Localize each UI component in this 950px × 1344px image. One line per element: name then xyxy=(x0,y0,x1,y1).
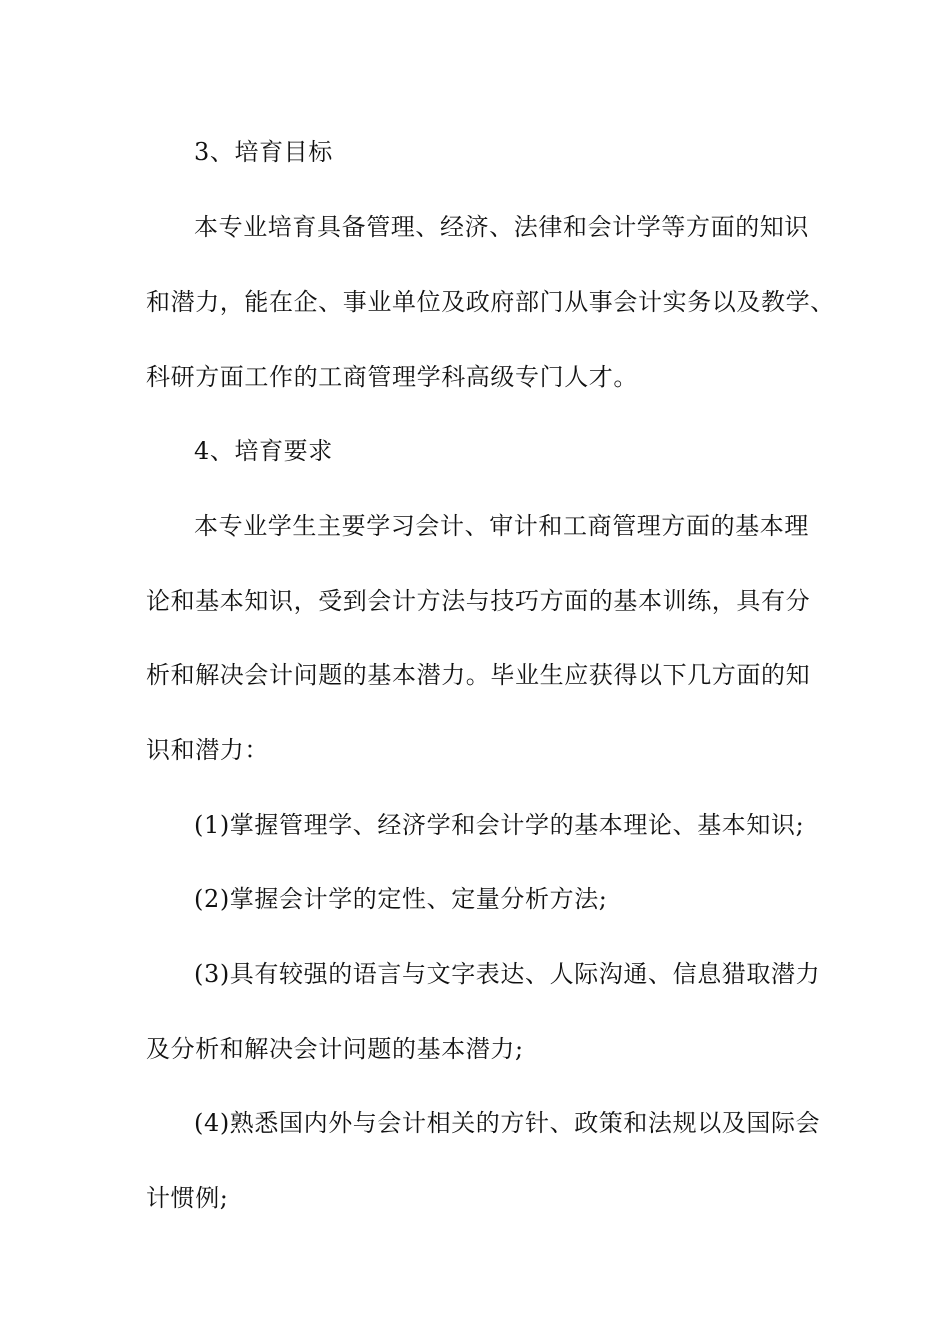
paragraph-line: 和潜力，能在企、事业单位及政府部门从事会计实务以及教学、 xyxy=(146,288,835,316)
list-item-4-continuation: 计惯例; xyxy=(146,1184,229,1212)
list-item-3-continuation: 及分析和解决会计问题的基本潜力; xyxy=(146,1035,524,1063)
paragraph-line: 论和基本知识，受到会计方法与技巧方面的基本训练，具有分 xyxy=(146,587,811,615)
paragraph-line: 识和潜力： xyxy=(146,736,269,764)
paragraph-line: 本专业学生主要学习会计、审计和工商管理方面的基本理 xyxy=(194,512,809,540)
paragraph-line: 析和解决会计问题的基本潜力。毕业生应获得以下几方面的知 xyxy=(146,661,811,689)
list-item-4: (4)熟悉国内外与会计相关的方针、政策和法规以及国际会 xyxy=(194,1109,821,1137)
list-item-1: (1)掌握管理学、经济学和会计学的基本理论、基本知识; xyxy=(194,811,805,839)
paragraph-line: 本专业培育具备管理、经济、法律和会计学等方面的知识 xyxy=(194,213,809,241)
section-heading-4: 4、培育要求 xyxy=(194,437,333,465)
list-item-2: (2)掌握会计学的定性、定量分析方法; xyxy=(194,885,608,913)
list-item-3: (3)具有较强的语言与文字表达、人际沟通、信息猎取潜力 xyxy=(194,960,821,988)
paragraph-line: 科研方面工作的工商管理学科高级专门人才。 xyxy=(146,363,638,391)
section-heading-3: 3、培育目标 xyxy=(194,138,333,166)
